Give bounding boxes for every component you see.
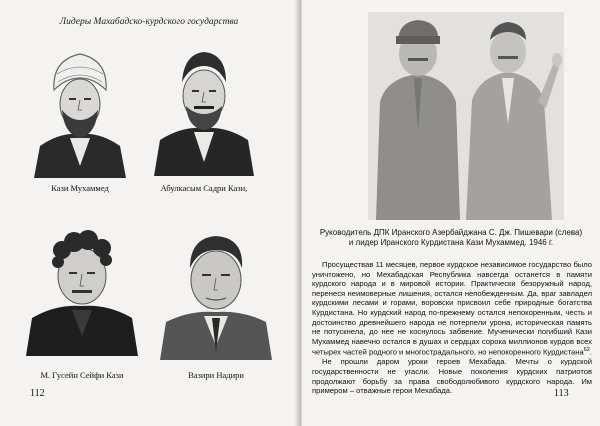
portrait-caption: М. Гусейн Сейфи Кази [40, 370, 124, 380]
portrait-young-man-icon [160, 222, 272, 360]
portrait-curly-hair-man-icon [26, 218, 138, 356]
portrait-bearded-man-icon [152, 36, 256, 176]
portrait-caption: Вазири Надири [188, 370, 244, 380]
historical-photo-two-men-icon [368, 12, 564, 220]
body-text [312, 260, 592, 396]
photo-caption-line: и лидер Иранского Курдистана Кази Мухаммед. 1946 г. [348, 238, 554, 247]
footnote-mark: 62 [583, 347, 590, 354]
portrait-caption: Абулкасым Садри Кази, [160, 183, 248, 193]
portrait-turban-man-icon [30, 38, 130, 178]
paragraph-text: Просуществав 11 месяцев, первое курдское независимое государство было уничтожено, но Мехабадская Республика навсегда останется в памяти курдского народа и в мировой истории. Практически безоружный народ, перенеся неимоверные лишения, остался непобежденным. Да, враг завладел курдскими лесами и горами, воровски присвоил себе природные богатства Курдистана. Но курдский народ по-прежнему остался непокоренным, честь и достоинство древнейшего народа не потерпели урона, историческая память не потускнела, до нее не коснулось забвение. Мученически погибший Кази Мухаммед навечно остался в душах и сердцах сорока миллионов курдов всех четырех частей родного и многострадального, но непокоренного Курдистана [312, 260, 592, 357]
photo-caption [310, 228, 592, 248]
photo-caption-line: Руководитель ДПК Иранского Азербайджана С. Дж. Пишевари (слева) [319, 228, 583, 237]
paragraph: Не прошли даром уроки героев Мехабада. Мечты о курдской государственности не угасли. Новые поколения курдских патриотов продолжают борьбу за права свободолюбивого курдского народа. Им примером – отважные герои Мехабада. [312, 357, 592, 396]
paragraph: Просуществав 11 месяцев, первое курдское независимое государство было уничтожено, но Мехабадская Республика навсегда останется в памяти курдского народа и в мировой истории. Практически безоружный народ, перенеся неимоверные лишения, остался непобежденным. Да, враг завладел курдскими лесами и горами, воровски присвоил себе природные богатства Курдистана. Но курдский народ по-прежнему остался непокоренным, честь и достоинство древнейшего народа не потерпели урона, историческая память не потускнела, до нее не коснулось забвение. Мученически погибший Кази Мухаммед навечно остался в душах и сердцах сорока миллионов курдов всех четырех частей родного и многострадального, но непокоренного Курдистана$^{62}$. [312, 260, 592, 357]
page-number: 113 [554, 388, 569, 399]
portrait-caption: Кази Мухаммед [51, 183, 109, 193]
left-page [0, 0, 298, 426]
page-header: Лидеры Махабадско-курдского государства [59, 17, 239, 27]
page-number: 112 [30, 388, 45, 399]
right-page [302, 0, 600, 426]
